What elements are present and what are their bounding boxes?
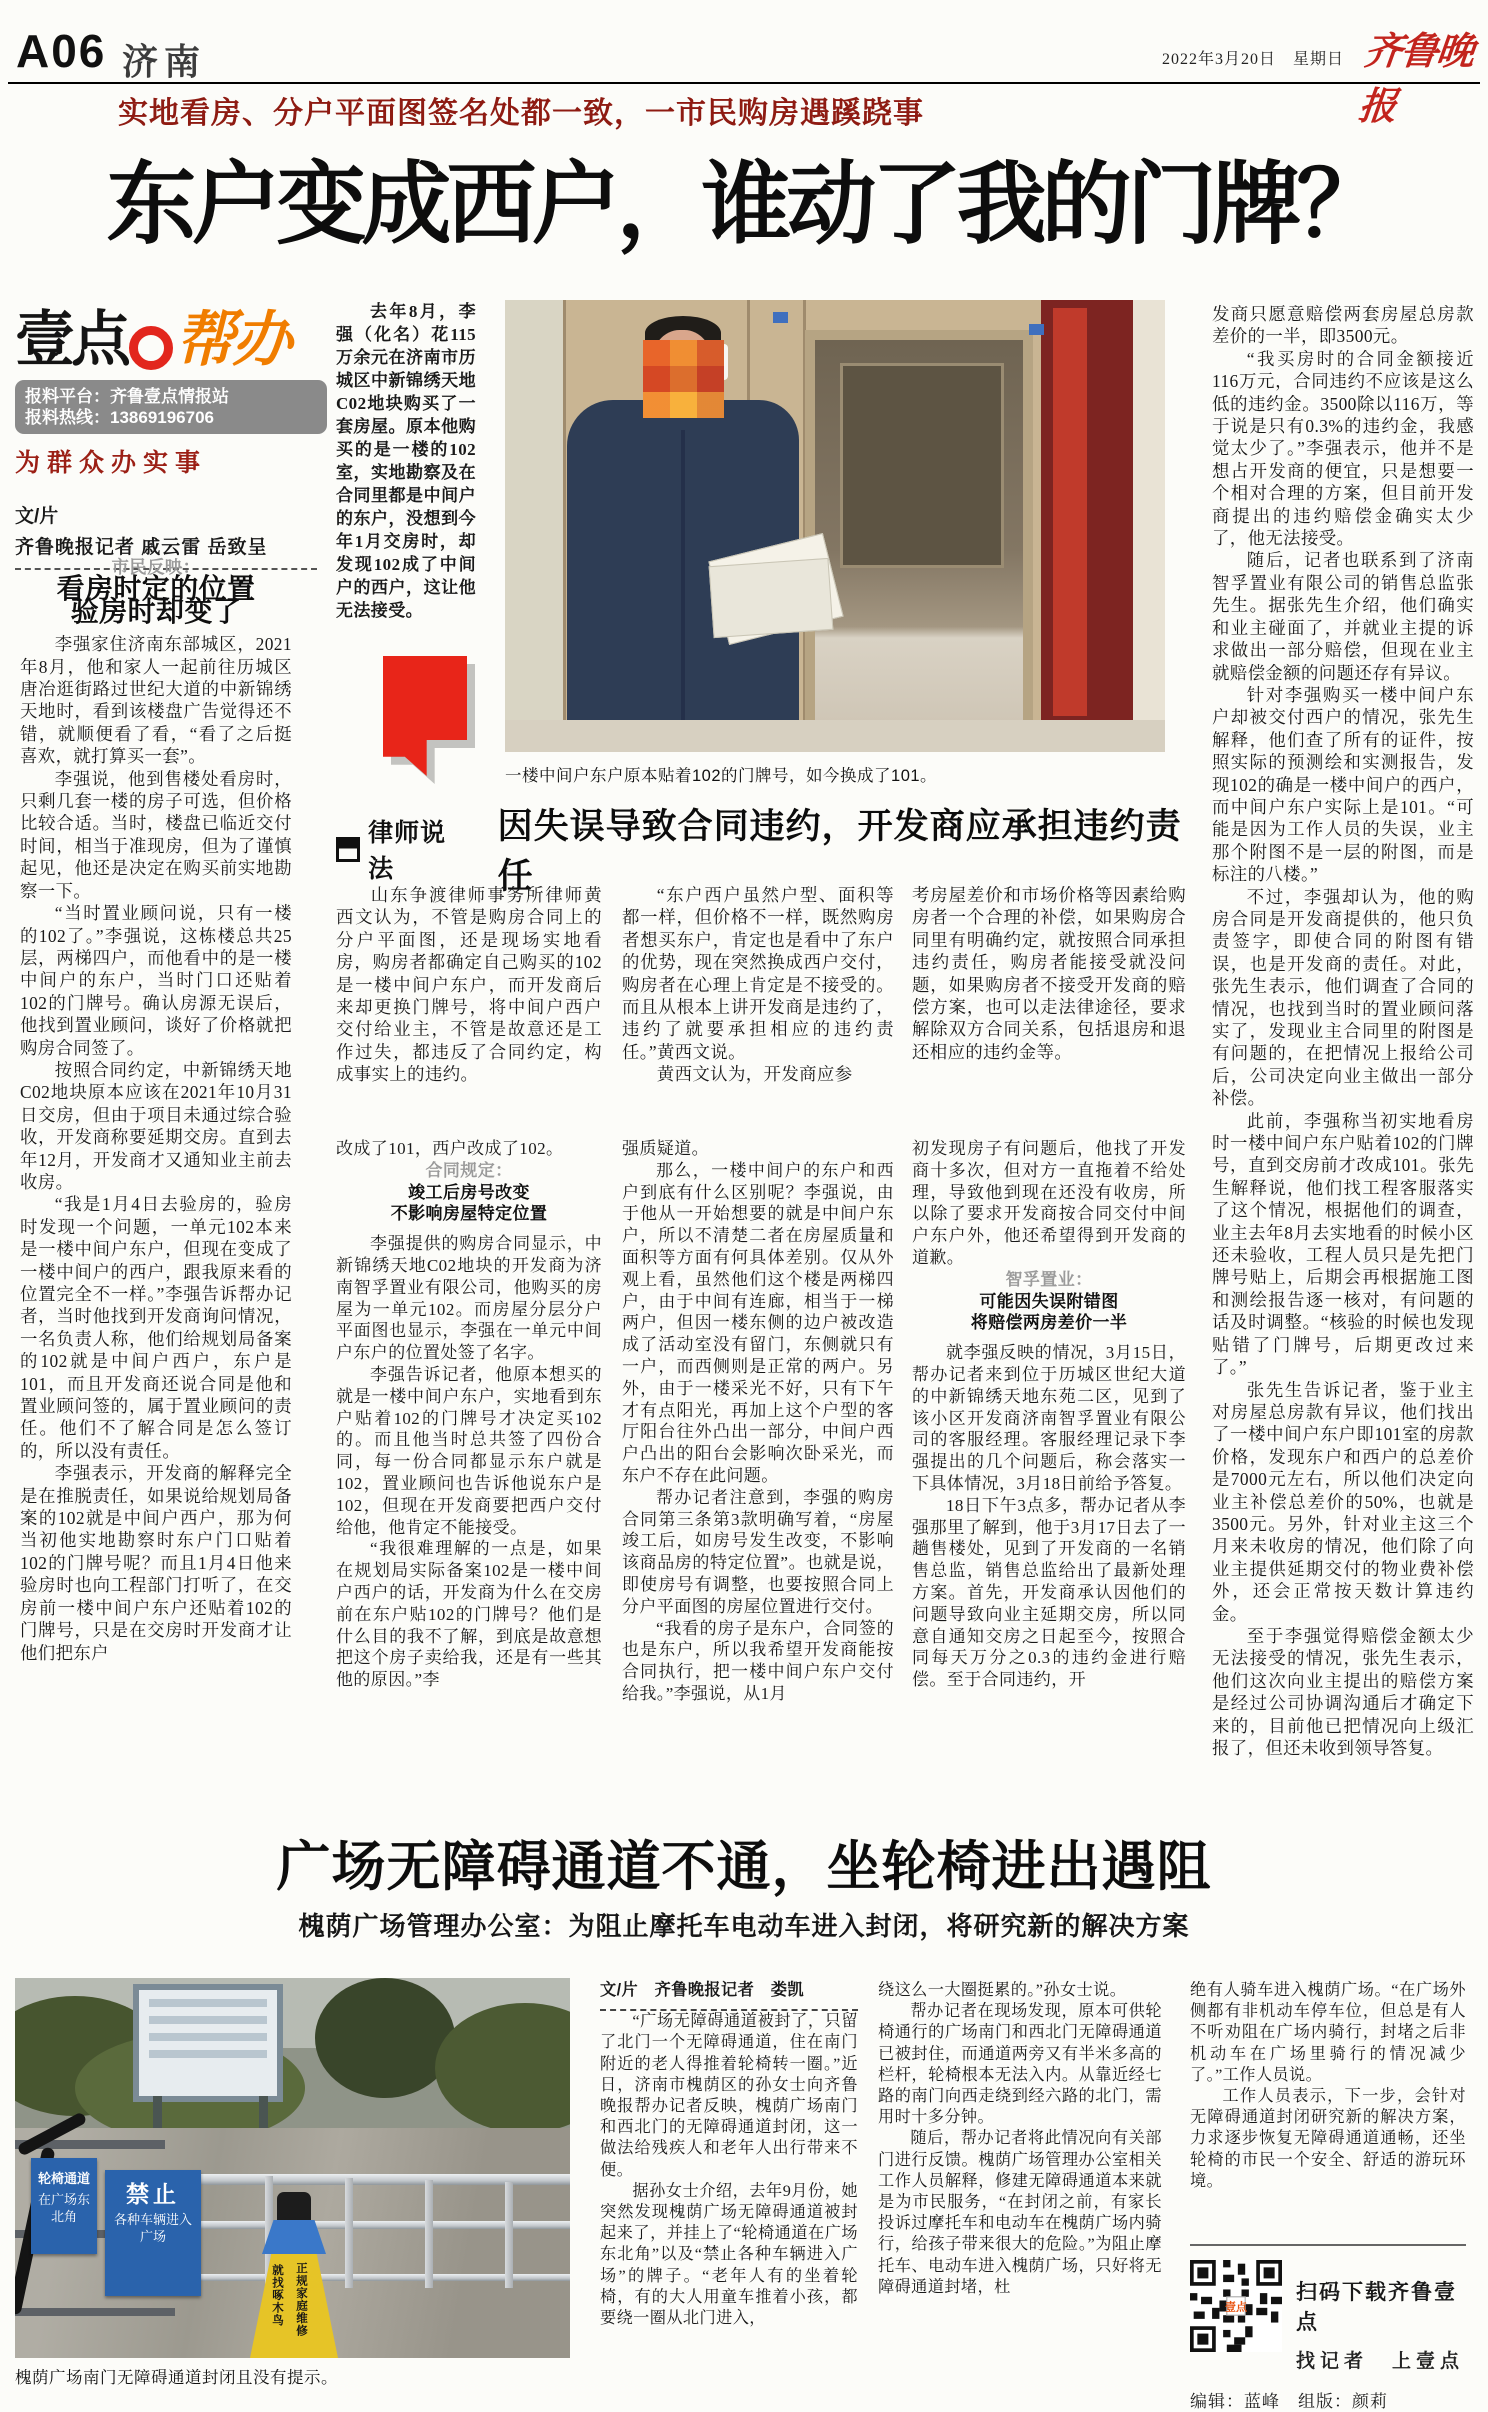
main-headline: 东户变成西户，谁动了我的门牌？: [106, 156, 1382, 255]
lawyer-col-3: [912, 884, 1186, 1112]
paragraph: 随后，记者也联系到了济南智孚置业有限公司的销售总监张先生。据张先生介绍，他们确实和业主碰面了，并就业主提的诉求做出一部分赔偿，但现在业主就赔偿金额的问题还存有异议。: [1212, 550, 1474, 683]
paragraph: 针对李强购买一楼中间户东户却被交付西户的情况，张先生解释，他们查了所有的证件，按照实际的预测绘和实测报告，发现102的确是一楼中间户的西户，而中间户东户实际上是101。“可能是因为工作人员的失误，业主那个附图不是一层的附图，而是标注的八楼。”: [1212, 684, 1474, 885]
qr-promo-block: [1190, 2260, 1466, 2373]
jacket-zipper: [681, 430, 685, 730]
cone-ad-text: 正规家庭维修: [295, 2262, 307, 2337]
lawyer-section-tag: 律师说法: [368, 819, 447, 883]
railing-post: [345, 2178, 353, 2288]
paragraph: 李强提供的购房合同显示，中新锦绣天地C02地块的开发商为济南智孚置业有限公司，他购买的房屋为一单元102。而房屋分层分户平面图也显示，李强在一单元中间户东户的位置处签了名字。: [336, 1234, 602, 1363]
tip-platform: 报料平台：齐鲁壹点情报站: [25, 387, 229, 406]
contract-title-line1: 竣工后房号改变: [408, 1182, 530, 1202]
paragraph: 李强说，他到售楼处看房时，只剩几套一楼的房子可选，但价格比较合适。当时，楼盘已临近交付时间，相当于准现房，但为了谨慎起见，他还是决定在购买前实地勘察一下。: [20, 768, 292, 901]
paragraph: 至于李强觉得赔偿金额太少无法接受的情况，张先生表示，他们这次向业主提出的赔偿方案是经过公司协调沟通后才确定下来的，目前他已把情况向上级汇报了，但还未收到领导答复。: [1212, 1625, 1474, 1758]
zhifu-kicker: 智孚置业：: [1005, 1269, 1093, 1289]
paragraph: 山东争渡律师事务所律师黄西文认为，不管是购房合同上的分户平面图，还是现场实地看房，购房者都确定自己购买的102是一楼中间户东户，而开发商后来却更换门牌号，将中间户西户交付给业主，不管是故意还是工作过失，都违反了合同约定，构成事实上的违约。: [336, 885, 602, 1085]
section-square-icon: [336, 837, 360, 862]
article2-col-2: [878, 1980, 1162, 2386]
paragraph: 据孙女士介绍，去年9月份，她突然发现槐荫广场无障碍通道被封起来了，并挂上了“轮椅通道在广场东北角”以及“禁止各种车辆进入广场”的牌子。“老年人有的坐着轮椅，有的大人用童车推着小孩，都要绕一圈从北门进入，: [600, 2181, 858, 2328]
paragraph: 工作人员表示，下一步，会针对无障碍通道封闭研究新的解决方案，力求逐步恢复无障碍通道通畅，还坐轮椅的市民一个安全、舒适的游玩环境。: [1190, 2087, 1466, 2190]
pixelated-face-mask: [643, 340, 724, 418]
article2-col-3: [1190, 1980, 1466, 2411]
contract-kicker: 合同规定：: [425, 1160, 513, 1180]
railing-post: [425, 2180, 433, 2288]
qr-caption-line2: 找记者 上壹点: [1296, 2351, 1465, 2372]
qr-divider: [1190, 2244, 1466, 2246]
byline-label: 文/片: [15, 506, 59, 527]
paragraph: 改成了101，西户改成了102。: [336, 1139, 564, 1158]
paragraph: “我是1月4日去验房的，验房时发现一个问题，一单元102本来是一楼中间户东户，但现在变成了一楼中间户的西户，跟我原来看的位置完全不一样。”李强告诉帮办记者，当时他找到开发商询问情况，一名负责人称，他们给规划局备案的102就是中间户西户，东户是101，而且开发商还说合同是他和置业顾问签的，属于置业顾问的责任。他们不了解合同是怎么签订的，所以没有责任。: [20, 1194, 292, 1461]
article2-byline: 文/片 齐鲁晚报记者 娄凯: [600, 1980, 858, 2011]
zhifu-title-line2: 将赔偿两房差价一半: [970, 1313, 1128, 1333]
paragraph: 帮办记者注意到，李强的购房合同第三条第3款明确写着，“房屋竣工后，如房号发生改变，不影响该商品房的特定位置”。也就是说，即使房号有调整，也要按照合同上分户平面图的房屋位置进行交付。: [622, 1487, 894, 1616]
paragraph: 考房屋差价和市场价格等因素给购房者一个合理的补偿，如果购房合同里有明确约定，就按照合同承担违约责任，购房者能接受就没问题，如果购房者不接受开发商的赔偿方案，也可以走法律途径，要求解除双方合同关系，包括退房和退还相应的违约金等。: [912, 885, 1186, 1062]
cone-ad-text: 就找啄木鸟: [271, 2264, 283, 2327]
contract-title-line2: 不影响房屋特定位置: [390, 1204, 548, 1224]
paragraph: 不过，李强却认为，他的购房合同是开发商提供的，他只负责签字，即使合同的附图有错误，也是开发商的责任。对此，张先生表示，他们调查了合同的情况，也找到当时的置业顾问落实了，发现业主合同里的附图是有问题的，在把情况上报给公司后，公司决定向业主做出一部分补偿。: [1212, 886, 1474, 1109]
paragraph: 绝有人骑车进入槐荫广场。“在广场外侧都有非机动车停车位，但总是有人不听劝阻在广场内骑行，封堵之后非机动车在广场里骑行的情况减少了。”工作人员说。: [1190, 1981, 1466, 2084]
tip-hotline: 报料热线：13869196706: [25, 408, 215, 427]
article2-col-1: [600, 1980, 858, 2386]
article2-col3-text: [1190, 1980, 1466, 2232]
tree-foliage: [315, 1978, 455, 2098]
citizen-report-column: [20, 556, 292, 1796]
paragraph: 就李强反映的情况，3月15日，帮办记者来到位于历城区世纪大道的中新锦绣天地东苑二区，见到了该小区开发商济南智孚置业有限公司的客服经理。客服经理记录下李强提出的几个问题后，称会落实一下具体情况，3月18日前给予答复。: [912, 1343, 1186, 1493]
qr-caption-block: [1296, 2260, 1466, 2373]
qr-code: [1190, 2260, 1282, 2352]
intro-paragraph: 去年8月，李强（化名）花115万余元在济南市历城区中新锦绣天地C02地块购买了一套房屋。原本他购买的是一楼的102室，实地勘察及在合同里都是中间户的东户，没想到今年1月交房时，却发现102成了中间户的西户，这让他无法接受。: [336, 302, 476, 620]
intro-summary-column: [336, 300, 476, 656]
documents-in-hand: [709, 558, 834, 638]
paragraph: “东户西户虽然户型、面积等都一样，但价格不一样，既然购房者想买东户，肯定也是看中了东户的优势，现在突然换成西户交付，购房者在心理上肯定是不接受的。而且从根本上讲开发商是违约了，违约了就要承担相应的违约责任。”黄西文说。: [622, 885, 894, 1062]
paragraph: 帮办记者在现场发现，原本可供轮椅通行的广场南门和西北门无障碍通道已被封住，而通道两旁又有半米多高的栏杆，轮椅根本无法入内。从靠近经七路的南门向西走绕到经六路的北门，需用时十多分钟。: [878, 2002, 1162, 2127]
blocked-passage-photo: [15, 1978, 570, 2358]
bulletin-board: [133, 1984, 283, 2102]
lobby-floor: [505, 720, 1165, 752]
developer-response-column: [1212, 303, 1474, 1799]
story-col-a: [336, 1138, 602, 1800]
photo1-left-wall: [505, 300, 563, 752]
lawyer-col-2: [622, 884, 894, 1112]
sign-text: 在广场东北角: [37, 2192, 90, 2224]
header-divider: [8, 82, 1480, 84]
sign-text-forbidden: 禁止: [126, 2181, 180, 2207]
railing-post: [505, 2182, 513, 2288]
wall-seam: [563, 300, 566, 752]
editor-credit: 编辑：蓝峰 组版：颜莉: [1190, 2392, 1388, 2411]
gate-bar: [15, 2308, 175, 2316]
elevator-lobby-photo: [505, 300, 1165, 752]
door-frame: [1133, 300, 1165, 752]
blue-tape: [1029, 324, 1044, 335]
citizen-title-line1: 看房时定的位置: [56, 573, 256, 605]
lawyer-col-1: [336, 884, 602, 1112]
red-door-banner: [1053, 308, 1087, 716]
elevator-mirror: [840, 363, 1004, 568]
story-col-b: [622, 1138, 894, 1800]
paragraph: 李强表示，开发商的解释完全是在推脱责任，如果说给规划局备案的102就是中间户西户，那为何当初他实地勘察时东户门口贴着102的门牌号呢？而且1月4日他来验房时也向工程部门打听了，在交房前一楼中间户东户还贴着102的门牌号，只是在交房时开发商才让他们把东户: [20, 1463, 292, 1663]
weekday-text: 星期日: [1293, 51, 1345, 68]
paragraph: “我看的房子是东户，合同签的也是东户，所以我希望开发商能按合同执行，把一楼中间户东户交付给我。”李强说，从1月: [622, 1618, 894, 1703]
paragraph: 发商只愿意赔偿两套房屋总房款差价的一半，即3500元。: [1212, 304, 1474, 347]
section-title: 济南: [122, 42, 207, 82]
edition-number: A06: [16, 25, 107, 77]
photo2-caption: 槐荫广场南门无障碍通道封闭且没有提示。: [15, 2369, 338, 2387]
yidian-logo-text: 壹点: [15, 306, 127, 373]
story-col-c: [912, 1138, 1186, 1800]
svg-text:壹点: 壹点: [1224, 2301, 1248, 2314]
paragraph: “我买房时的合同金额接近116万元，合同违约不应该是这么低的违约金。3500除以116万，等于说是只有0.3%的违约金，我感觉太少了。”李强表示，他并不是想占开发商的便宜，只是想要一个相对合理的方案，但目前开发商提出的违约赔偿金确实太少了，他无法接受。: [1212, 348, 1474, 549]
paragraph: 李强家住济南东部城区，2021年8月，他和家人一起前往历城区唐冶逛街路过世纪大道的中新锦绣天地时，看到该楼盘广告觉得还不错，就顺便看了看，“看了之后挺喜欢，就打算买一套”。: [20, 634, 292, 767]
paragraph: 此前，李强称当初实地看房时一楼中间户东户贴着102的门牌号，直到交房前才改成101。张先生解释说，他们找工程客服落实了这个情况，根据他们的调查，业主去年8月去实地看的时候小区还未验收，工程人员只是先把门牌号贴上，后期会再根据施工图和测绘报告逐一核对，有问题的话及时调整。“核验的时候也发现贴错了门牌号，后期更改过来了。”: [1212, 1110, 1474, 1378]
citizen-kicker: 市民反映：: [111, 557, 201, 577]
paragraph: 初发现房子有问题后，他找了开发商十多次，但对方一直拖着不给处理，导致他到现在还没有收房，所以除了要求开发商按合同交付中间户东户外，他还希望得到开发商的道歉。: [912, 1139, 1186, 1267]
bangban-logo-text: 帮办: [175, 306, 289, 373]
paragraph: 黄西文认为，开发商应参: [656, 1064, 853, 1085]
paragraph: “广场无障碍通道被封了，只留了北门一个无障碍通道，住在南门附近的老人得推着轮椅转一圈。”近日，济南市槐荫区的孙女士向齐鲁晚报帮办记者反映，槐荫广场南门和西北门的无障碍通道封闭，这一做法给残疾人和老年人出行带来不便。: [600, 2012, 858, 2179]
lawyer-columns: [336, 884, 1186, 1112]
paragraph: 强质疑道。: [622, 1139, 709, 1158]
citizen-title-line2: 验房时却变了: [70, 595, 242, 627]
sign-text: 各种车辆进入广场: [113, 2212, 192, 2244]
date-text: 2022年3月20日: [1162, 51, 1277, 68]
qr-caption-line1: 扫码下载齐鲁壹点: [1296, 2280, 1457, 2334]
zhifu-title-line1: 可能因失误附错图: [979, 1291, 1119, 1311]
blue-tape: [773, 312, 788, 323]
story-columns: [336, 1138, 1186, 1800]
yidian-bangban-logo: [15, 296, 333, 374]
citizen-body: [20, 633, 292, 1664]
byline-reporters: 齐鲁晚报记者 戚云雷 岳致呈: [15, 537, 268, 558]
elevator-opening: [805, 330, 1033, 732]
promo-slogan: 为群众办实事: [15, 450, 208, 477]
paragraph: “我很难理解的一点是，如果在规划局实际备案102是一楼中间户西户的话，开发商为什么在交房前在东户贴102的门牌号？他们是什么目的我不了解，到底是故意想把这个房子卖给我，还是有一些其他的原因。”李: [336, 1539, 602, 1690]
paragraph: 那么，一楼中间户的东户和西户到底有什么区别呢？李强说，由于他从一开始想要的就是中间户东户，所以不清楚二者在房屋质量和面积等方面有何具体差别。仅从外观上看，虽然他们这个楼是两梯四户，由于中间有连廊，相当于一梯两户，但因一楼东侧的边户被改造成了活动室没有留门，东侧就只有一户，而西侧则是正常的两户。另外，由于一楼采光不好，只有下午才有点阳光，再加上这个户型的客厅阳台往外凸出一部分，中间户西户凸出的阳台会影响次卧采光，而东户不存在此问题。: [622, 1160, 894, 1485]
paragraph: “当时置业顾问说，只有一楼的102了。”李强说，这栋楼总共25层，两梯四户，而他看中的是一楼中间户的东户，当时门口还贴着102的门牌号。确认房源无误后，他找到置业顾问，谈好了价格就把购房合同签了。: [20, 903, 292, 1058]
paragraph: 按照合同约定，中新锦绣天地C02地块原本应该在2021年10月31日交房，但由于项目未通过综合验收，开发商称要延期交房。直到去年12月，开发商才又通知业主前去收房。: [20, 1059, 292, 1192]
paragraph: 18日下午3点多，帮办记者从李强那里了解到，他于3月17日去了一趟售楼处，见到了开发商的一名销售总监，销售总监给出了最新处理方案。首先，开发商承认因他们的问题导致向业主延期交房，所以同意自通知交房之日起至今，按照合同每天万分之0.3的违约金进行赔偿。至于合同违约，开: [912, 1495, 1186, 1690]
paragraph: 随后，帮办记者将此情况向有关部门进行反馈。槐荫广场管理办公室相关工作人员解释，修建无障碍通道本来就是为市民服务，“在封闭之前，有家长投诉过摩托车和电动车在槐荫广场内骑行，给孩子带来很大的危险。”为阻止摩托车、电动车进入槐荫广场，只好将无障碍通道封堵，杜: [878, 2129, 1162, 2296]
masthead-logo: 齐鲁晚报: [1356, 31, 1475, 128]
wheelchair-route-sign: [31, 2158, 97, 2254]
yidian-bangban-promo: [15, 296, 333, 570]
red-dot-icon: [129, 326, 173, 370]
elevator-interior: [815, 340, 1023, 722]
paragraph: 绕这么一大圈挺累的。”孙女士说。: [878, 1981, 1127, 1999]
tipline-bar: [15, 380, 327, 434]
article2-headline: 广场无障碍通道不通，坐轮椅进出遇阻: [276, 1837, 1212, 1897]
lead-kicker: 实地看房、分户平面图签名处都一致，一市民购房遇蹊跷事: [118, 97, 924, 130]
paragraph: 李强告诉记者，他原本想买的就是一楼中间户东户，实地看到东户贴着102的门牌号才决定买102的。而且他当时总共签了四份合同，每一份合同都显示东户就是102，置业顾问也告诉他说东户是102，但现在开发商要把西户交付给他，他肯定不能接受。: [336, 1364, 602, 1537]
publication-date: [1162, 46, 1344, 69]
lawyer-section-headline: 因失误导致合同违约，开发商应承担违约责任: [497, 807, 1182, 896]
no-vehicles-sign: [105, 2170, 201, 2296]
photo1-caption: 一楼中间户东户原本贴着102的门牌号，如今换成了101。: [505, 767, 938, 785]
article2-subhead: 槐荫广场管理办公室：为阻止摩托车电动车进入封闭，将研究新的解决方案: [298, 1912, 1190, 1941]
paragraph: 张先生告诉记者，鉴于业主对房屋总房款有异议，他们找出了一楼中间户东户即101室的房款价格，发现东户和西户的总差价是7000元左右，所以他们决定向业主补偿总差价的50%，也就是3500元。另外，针对业主这三个月来未收房的情况，他们除了向业主提供延期交付的物业费补偿外，还会正常按天数计算违约金。: [1212, 1379, 1474, 1624]
sign-text: 轮椅通道: [37, 2171, 90, 2186]
lawyer-section-header: [336, 807, 1186, 896]
